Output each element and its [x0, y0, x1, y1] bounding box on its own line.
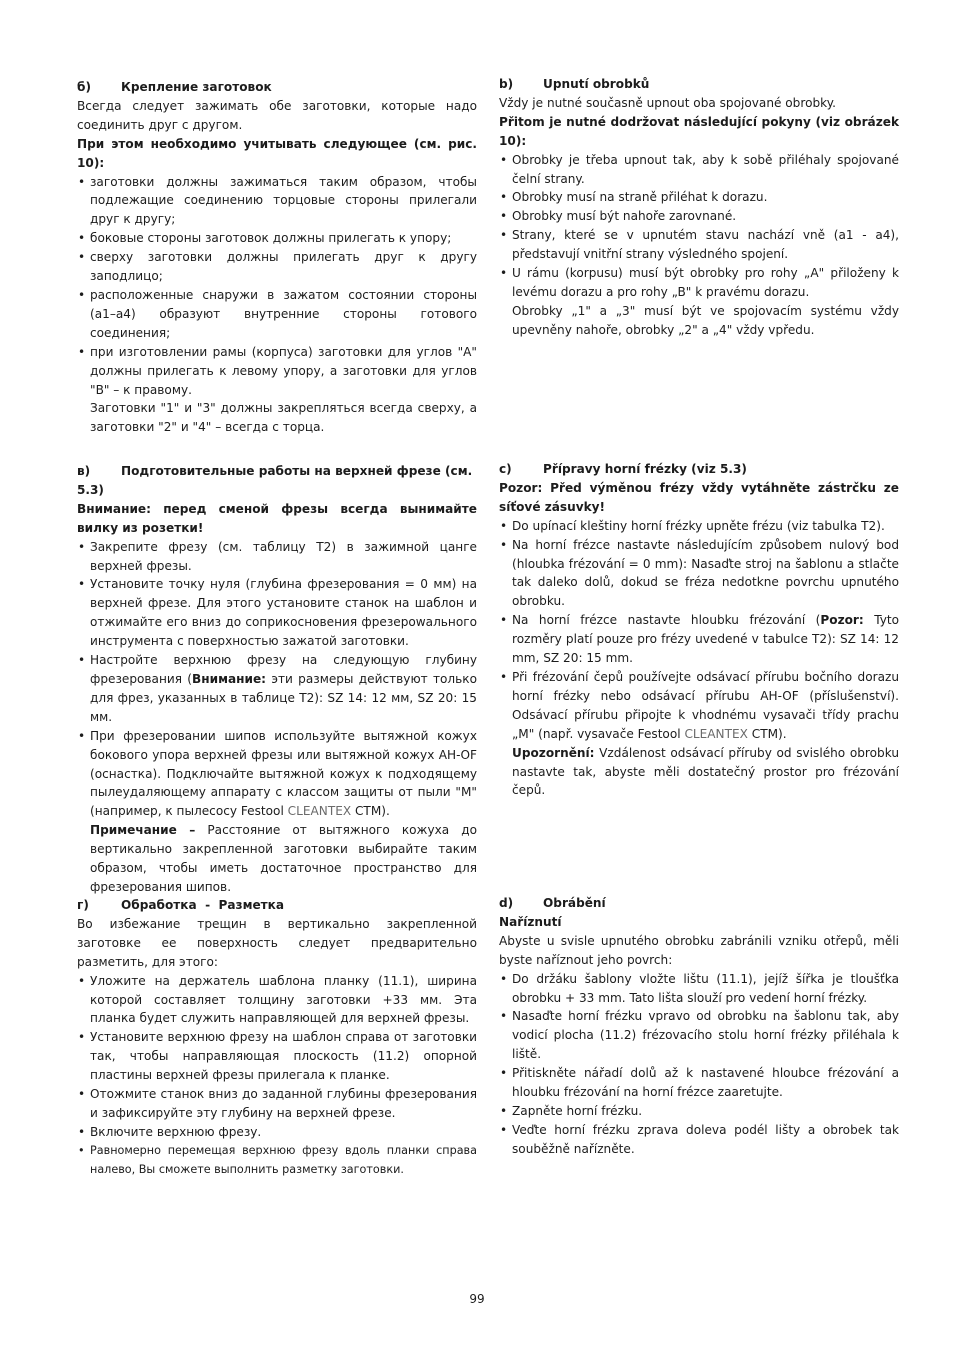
cz-section-b [499, 75, 899, 340]
list-item: • Přitiskněte nářadí dolů až k nastavené hloubce frézování a hloubku frézování na horní frézce zaaretujte. [499, 1064, 899, 1102]
list-item: • заготовки должны зажиматься таким образом, чтобы подлежащие соединению торцовые стороны прилегали друг к другу; [77, 173, 477, 230]
list-item: • Уложите на держатель шаблона планку (11.1), ширина которой составляет толщину заготовки +33 мм. Эта планка будет служить направляющей для верхней фрезы. [77, 972, 477, 1029]
item-text: При фрезеровании шипов используйте вытяжной кожух бокового упора верхней фрезы или вытяжной кожух АН-OF (оснастка). Подключайте вытяжной кожух к подходящему пылеудаляющему аппарату с классом защиты от пыли "М" (например, к пылесосу Festool [90, 728, 477, 819]
list-item: • при изготовлении рамы (корпуса) заготовки для углов "А" должны прилегать к левому упору, а заготовки для углов "В" – к правому. [77, 343, 477, 400]
section-title: Подготовительные работы на верхней фрезе (см. 5.3) [77, 464, 473, 497]
note-label: Upozornění: [512, 745, 595, 760]
list-item: • Veďte horní frézku zprava doleva podél lišty a obrobek tak souběžně nařízněte. [499, 1121, 899, 1159]
list-item [499, 611, 899, 668]
section-title: Obrábění [543, 896, 606, 910]
brand-name: CLEANTEX [287, 804, 352, 819]
item-text: Na horní frézce nastavte hloubku frézování ( [512, 613, 821, 628]
cz-section-d [499, 894, 899, 1159]
section-heading [77, 896, 477, 915]
section-subtitle: Naříznutí [499, 914, 562, 929]
bullet-list [77, 173, 477, 400]
note-text: Расстояние от вытяжного кожуха до вертикально закрепленной заготовки выбирайте таким образом, чтобы иметь достаточное пространство для фрезерования шипов. [90, 823, 477, 894]
bullet-list [77, 538, 477, 822]
section-title: Крепление заготовок [121, 80, 272, 94]
list-item: • Obrobky je třeba upnout tak, aby k sobě přiléhaly spojované čelní strany. [499, 151, 899, 189]
list-item: • сверху заготовки должны прилегать друг к другу заподлицо; [77, 248, 477, 286]
section-letter: b) [499, 77, 514, 91]
list-item: • Zapněte horní frézku. [499, 1102, 899, 1121]
section-bold-note: При этом необходимо учитывать следующее (см. рис. 10): [77, 136, 477, 170]
list-item: • Do upínací kleštiny horní frézky upněte frézu (viz tabulka T2). [499, 517, 899, 536]
list-item: • Na horní frézce nastavte následujícím způsobem nulový bod (hloubka frézování = 0 mm): Nasaďte stroj na šablonu a stlačte tak daleko dolů, dokud se fréza nedotkne povrchu upnutého obrobku. [499, 536, 899, 612]
item-text: Настройте верхнюю фрезу на следующую глубину фрезерования ( [90, 653, 477, 686]
ru-section-b [77, 78, 477, 437]
section-letter: б) [77, 80, 91, 94]
ru-section-v [77, 462, 477, 897]
bullet-list [499, 970, 899, 1159]
list-item: • Do držáku šablony vložte lištu (11.1), jejíž šířka je tloušťka obrobku + 33 mm. Tato lišta slouží pro vedení horní frézky. [499, 970, 899, 1008]
section-letter: г) [77, 898, 89, 912]
list-item [77, 727, 477, 822]
section-heading [499, 460, 899, 479]
section-heading [499, 75, 899, 94]
list-item: • Strany, které se v upnutém stavu nachází vně (a1 - a4), představují vnitřní strany výsledného spojení. [499, 226, 899, 264]
section-warning: Pozor: Před výměnou frézy vždy vytáhněte zástrčku ze síťové zásuvky! [499, 480, 899, 514]
list-item: • Равномерно перемещая верхнюю фрезу вдоль планки справа налево, Вы сможете выполнить разметку заготовки. [77, 1142, 477, 1180]
ru-section-g [77, 896, 477, 1180]
list-item: • U rámu (korpusu) musí být obrobky pro rohy „A" přiloženy k levému dorazu a pro rohy „B" k pravému dorazu. [499, 264, 899, 302]
section-heading [77, 462, 477, 500]
section-intro: Всегда следует зажимать обе заготовки, которые надо соединить друг с другом. [77, 98, 477, 132]
cz-section-c [499, 460, 899, 800]
section-intro: Vždy je nutné současně upnout oba spojované obrobky. [499, 95, 836, 110]
section-note: Заготовки "1" и "3" должны закрепляться всегда сверху, а заготовки "2" и "4" – всегда с торца. [90, 401, 477, 435]
bullet-list [499, 151, 899, 302]
item-bold: Внимание: [192, 671, 266, 686]
item-text: эти размеры действуют только для фрез, указанных в таблице Т2): SZ 14: 12 мм, SZ 20: 15 мм. [90, 671, 477, 724]
list-item: • Отожмите станок вниз до заданной глубины фрезерования и зафиксируйте эту глубину на верхней фрезе. [77, 1085, 477, 1123]
list-item: • Закрепите фрезу (см. таблицу Т2) в зажимной цанге верхней фрезы. [77, 538, 477, 576]
section-letter: d) [499, 896, 514, 910]
item-bold: Pozor: [820, 613, 864, 628]
item-text: Tyto rozměry platí pouze pro frézy uvedené v tabulce T2): SZ 14: 12 mm, SZ 20: 15 mm. [512, 613, 899, 666]
list-item [77, 651, 477, 727]
list-item: • Включите верхнюю фрезу. [77, 1123, 477, 1142]
item-text: Při frézování čepů používejte odsávací přírubu bočního dorazu horní frézky nebo odsávací přírubu AH-OF (příslušenství). Odsávací přírubu připojte k vhodnému vysavači třídy prachu „M" (např. vysavače Festool [512, 669, 899, 741]
section-note [499, 744, 899, 801]
list-item: • Obrobky musí na straně přiléhat k dorazu. [499, 188, 899, 207]
list-item: • Установите точку нуля (глубина фрезерования = 0 мм) на верхней фрезе. Для этого установите станок на шаблон и отжимайте его вниз до соприкосновения фрезерowального инструмента с поверхностью зажатой заготовки. [77, 575, 477, 651]
section-warning: Внимание: перед сменой фрезы всегда вынимайте вилку из розетки! [77, 501, 477, 535]
list-item: • расположенные снаружи в зажатом состоянии стороны (a1–a4) образуют внутренние стороны готового соединения; [77, 286, 477, 343]
section-intro: Abyste u svisle upnutého obrobku zabránili vzniku otřepů, měli byste naříznout jeho povrch: [499, 933, 899, 967]
section-heading [499, 894, 899, 913]
page-number: 99 [469, 1292, 485, 1306]
item-text: CTM). [747, 726, 787, 741]
list-item: • боковые стороны заготовок должны прилегать к упору; [77, 229, 477, 248]
list-item [499, 668, 899, 744]
note-text: Vzdálenost odsávací příruby od svislého obrobku nastavte tak, abyste měli dostatečný prostor pro frézování čepů. [512, 745, 899, 798]
section-note: Obrobky „1" a „3" musí být ve spojovacím systému vždy upevněny nahoře, obrobky „2" a „4" vždy vpředu. [512, 303, 899, 337]
bullet-list [499, 517, 899, 744]
list-item: • Nasaďte horní frézku vpravo od obrobku na šablonu tak, aby vodicí plocha (11.2) frézovacího stolu horní frézky přiléhala k liště. [499, 1007, 899, 1064]
section-letter: c) [499, 462, 512, 476]
list-item: • Установите верхнюю фрезу на шаблон справа от заготовки так, чтобы направляющая плоскость (11.2) опорной пластины верхней фрезы прилегала к планке. [77, 1028, 477, 1085]
bullet-list [77, 972, 477, 1180]
section-title: Обработка - Разметка [121, 898, 285, 912]
brand-name: CLEANTEX [684, 726, 748, 741]
section-title: Upnutí obrobků [543, 77, 650, 91]
section-intro: Во избежание трещин в вертикально закрепленной заготовке ее поверхность следует предварительно разметить, для этого: [77, 916, 477, 969]
section-title: Přípravy horní frézky (viz 5.3) [543, 462, 747, 476]
list-item: • Obrobky musí být nahoře zarovnané. [499, 207, 899, 226]
section-heading [77, 78, 477, 97]
section-letter: в) [77, 464, 91, 478]
item-text: CTM). [351, 804, 390, 819]
section-bold-note: Přitom je nutné dodržovat následující pokyny (viz obrázek 10): [499, 114, 899, 148]
note-label: Примечание – [90, 823, 196, 838]
section-note [77, 821, 477, 897]
